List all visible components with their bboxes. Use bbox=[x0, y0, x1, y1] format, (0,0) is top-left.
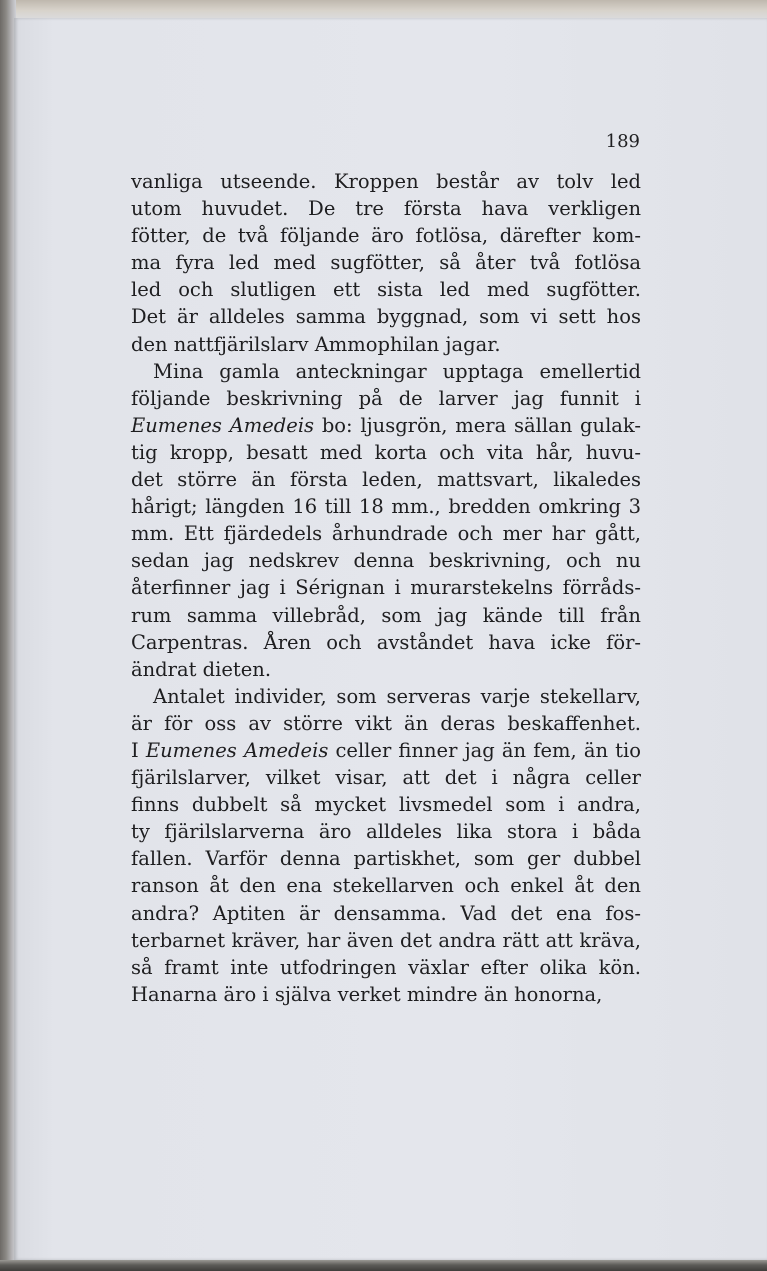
text-line bbox=[131, 466, 641, 493]
text-segment: fötter, de två följande äro fotlösa, därefter kom- bbox=[131, 224, 641, 248]
text-segment: återfinner jag i Sérignan i murarstekelns förråds- bbox=[131, 576, 641, 600]
text-segment: hårigt; längden 16 till 18 mm., bredden omkring 3 bbox=[131, 495, 641, 519]
text-segment: terbarnet kräver, har även det andra rätt att kräva, bbox=[131, 928, 641, 952]
text-line bbox=[131, 547, 641, 574]
text-segment: det större än första leden, mattsvart, likaledes bbox=[131, 468, 641, 492]
page-number: 189 bbox=[605, 131, 640, 152]
text-line bbox=[131, 412, 641, 439]
text-segment: fjärilslarver, vilket visar, att det i några celler bbox=[131, 766, 641, 790]
text-segment: Det är alldeles samma byggnad, som vi sett hos bbox=[131, 305, 641, 329]
text-segment: andra? Aptiten är densamma. Vad det ena fos- bbox=[131, 901, 641, 925]
text-line bbox=[131, 358, 641, 385]
page-bottom-edge bbox=[0, 1260, 767, 1271]
text-line bbox=[131, 900, 641, 927]
text-line bbox=[131, 195, 641, 222]
text-line bbox=[131, 927, 641, 954]
text-line bbox=[131, 574, 641, 601]
text-line bbox=[131, 954, 641, 981]
text-line bbox=[131, 439, 641, 466]
text-segment: Antalet individer, som serveras varje stekellarv, bbox=[153, 684, 641, 708]
text-line bbox=[131, 845, 641, 872]
text-line bbox=[131, 331, 641, 358]
text-line bbox=[131, 818, 641, 845]
text-line bbox=[131, 222, 641, 249]
text-segment: ma fyra led med sugfötter, så åter två fotlösa bbox=[131, 251, 641, 275]
text-line bbox=[131, 493, 641, 520]
text-line bbox=[131, 303, 641, 330]
text-segment: följande beskrivning på de larver jag funnit i bbox=[131, 386, 641, 410]
text-line bbox=[131, 656, 641, 683]
text-line bbox=[131, 737, 641, 764]
text-line bbox=[131, 629, 641, 656]
text-segment: Hanarna äro i själva verket mindre än honorna, bbox=[131, 982, 603, 1006]
text-segment: den nattfjärilslarv Ammophilan jagar. bbox=[131, 332, 501, 356]
text-segment: I bbox=[131, 738, 146, 762]
text-segment: celler finner jag än fem, än tio bbox=[328, 738, 641, 762]
text-segment: rum samma villebråd, som jag kände till från bbox=[131, 603, 641, 627]
text-segment: ty fjärilslarverna äro alldeles lika stora i båda bbox=[131, 820, 641, 844]
text-line bbox=[131, 683, 641, 710]
text-segment: bo: ljusgrön, mera sällan gulak- bbox=[314, 413, 641, 437]
text-segment: utom huvudet. De tre första hava verkligen bbox=[131, 197, 641, 221]
text-segment: är för oss av större vikt än deras beskaffenhet. bbox=[131, 711, 641, 735]
text-segment: sedan jag nedskrev denna beskrivning, och nu bbox=[131, 549, 641, 573]
text-line bbox=[131, 276, 641, 303]
text-line bbox=[131, 385, 641, 412]
text-line bbox=[131, 981, 641, 1008]
body-text bbox=[131, 168, 641, 1008]
text-segment: mm. Ett fjärdedels århundrade och mer har gått, bbox=[131, 522, 641, 546]
text-line bbox=[131, 602, 641, 629]
text-segment: Carpentras. Åren och avståndet hava icke för- bbox=[131, 630, 641, 654]
text-line bbox=[131, 791, 641, 818]
text-segment: tig kropp, besatt med korta och vita hår, huvu- bbox=[131, 440, 641, 464]
text-segment: fallen. Varför denna partiskhet, som ger dubbel bbox=[131, 847, 641, 871]
text-segment: så framt inte utfodringen växlar efter olika kön. bbox=[131, 955, 641, 979]
text-line bbox=[131, 872, 641, 899]
text-segment: ändrat dieten. bbox=[131, 657, 272, 681]
text-segment: vanliga utseende. Kroppen består av tolv led bbox=[131, 170, 641, 193]
text-segment: Mina gamla anteckningar upptaga emellertid bbox=[153, 359, 641, 383]
italic-species-name: Eumenes Amedeis bbox=[131, 413, 315, 437]
text-segment: led och slutligen ett sista led med sugfötter. bbox=[131, 278, 641, 302]
text-segment: finns dubbelt så mycket livsmedel som i andra, bbox=[131, 793, 641, 817]
italic-species-name: Eumenes Amedeis bbox=[145, 738, 329, 762]
text-line bbox=[131, 764, 641, 791]
text-line bbox=[131, 168, 641, 195]
text-segment: ranson åt den ena stekellarven och enkel åt den bbox=[131, 874, 641, 898]
text-line bbox=[131, 249, 641, 276]
text-line bbox=[131, 710, 641, 737]
text-line bbox=[131, 520, 641, 547]
